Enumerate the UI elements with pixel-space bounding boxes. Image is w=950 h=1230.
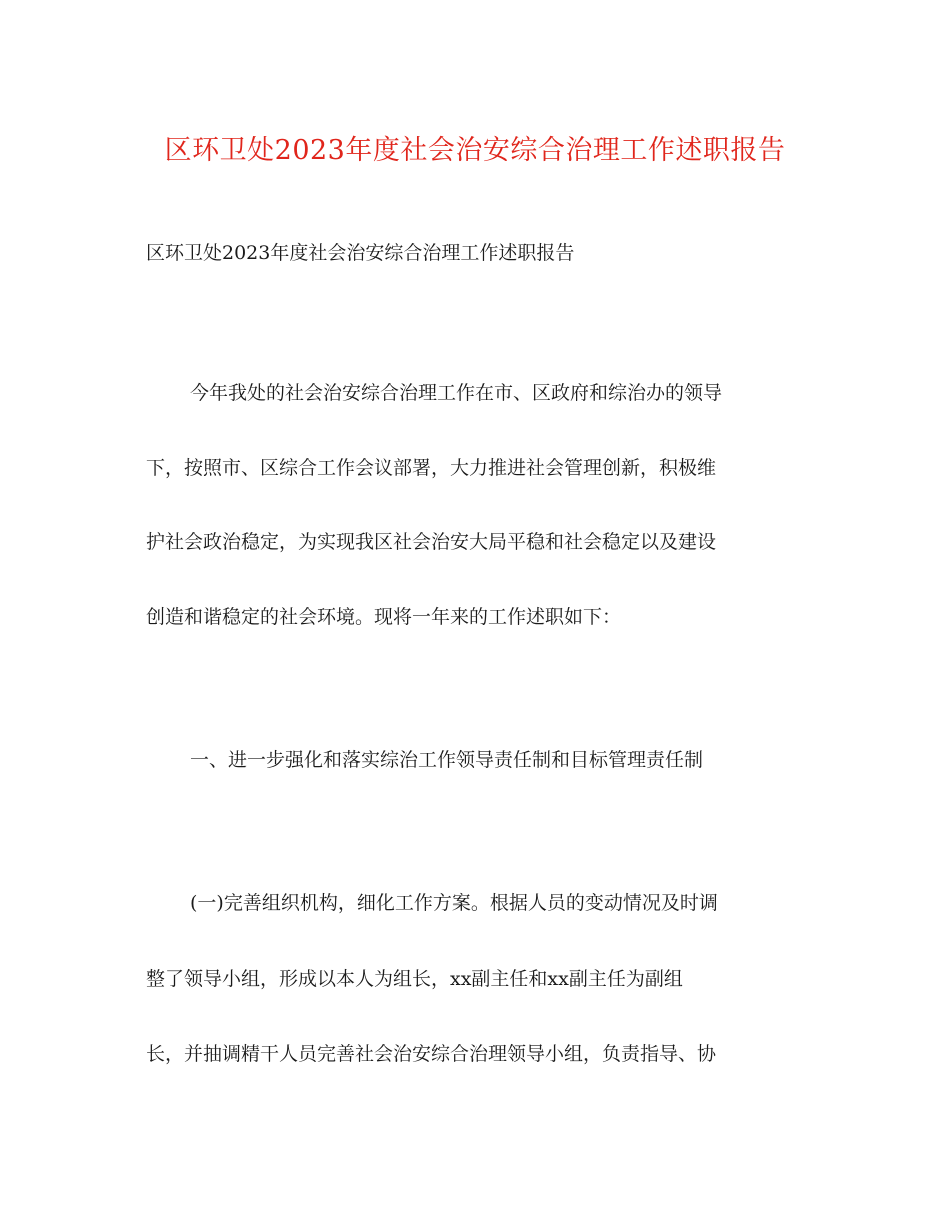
document-subtitle: 区环卫处2023年度社会治安综合治理工作述职报告	[146, 242, 575, 264]
paragraph-line: 下，按照市、区综合工作会议部署，大力推进社会管理创新，积极维	[146, 457, 717, 479]
paragraph-line: 创造和谐稳定的社会环境。现将一年来的工作述职如下：	[146, 606, 622, 628]
section-heading-text: 一、进一步强化和落实综治工作领导责任制和目标管理责任制	[190, 749, 704, 771]
paragraph-line: 长，并抽调精干人员完善社会治安综合治理领导小组，负责指导、协	[146, 1043, 717, 1065]
document-title: 区环卫处2023年度社会治安综合治理工作述职报告	[164, 135, 786, 166]
paragraph-line: 今年我处的社会治安综合治理工作在市、区政府和综治办的领导	[190, 382, 723, 404]
paragraph-line: 护社会政治稳定，为实现我区社会治安大局平稳和社会稳定以及建设	[146, 531, 717, 553]
paragraph-line: (一)完善组织机构，细化工作方案。根据人员的变动情况及时调	[190, 892, 718, 914]
paragraph-line: 整了领导小组，形成以本人为组长，xx副主任和xx副主任为副组	[146, 968, 683, 990]
